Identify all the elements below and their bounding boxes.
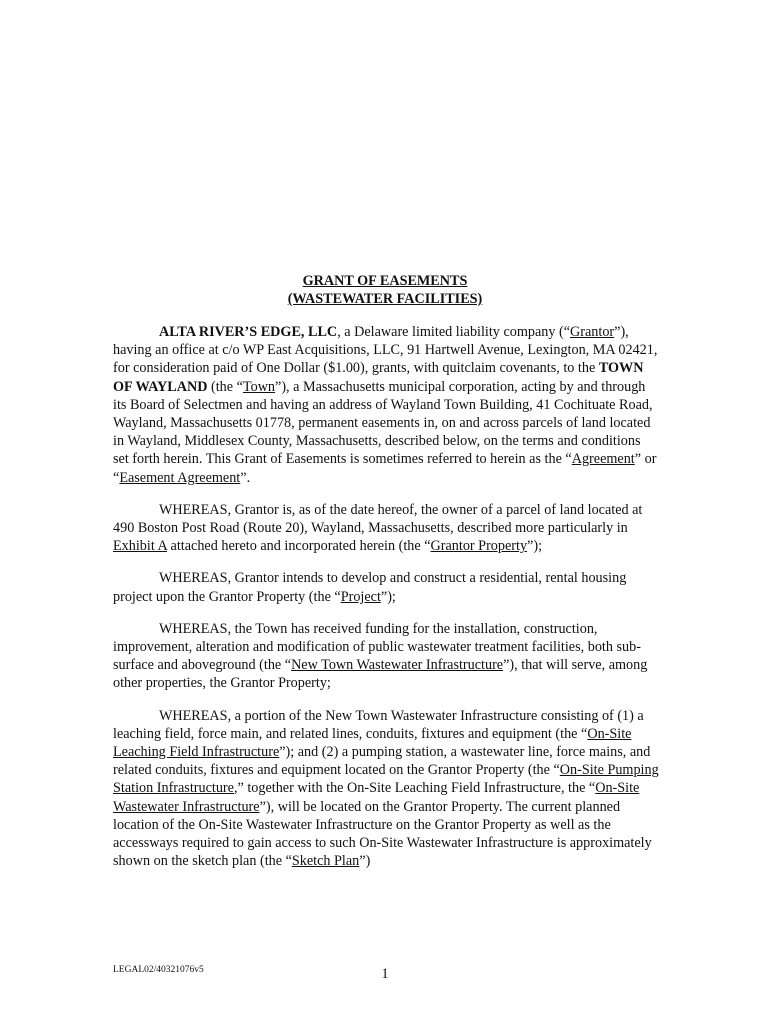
text-span: ”);	[380, 588, 396, 605]
footer-document-id: LEGAL02/40321076v5	[113, 965, 204, 975]
defined-term-easement-agreement: Easement Agreement	[119, 469, 241, 486]
paragraph-whereas-owner	[113, 501, 659, 556]
paragraph-whereas-funding	[113, 620, 659, 693]
defined-term-town: Town	[242, 378, 276, 395]
text-span: ”);	[527, 538, 543, 555]
text-span: ” or “	[113, 451, 657, 486]
defined-term-pumping-station: On-Site Pumping Station Infrastructure	[113, 762, 659, 797]
town-name: TOWN OF WAYLAND	[113, 360, 644, 395]
title-line-2: (WASTEWATER FACILITIES)	[287, 291, 483, 307]
paragraph-grant	[113, 323, 659, 487]
defined-term-project: Project	[340, 588, 381, 605]
text-span: ”), that will serve, among other properties, the Grantor Property;	[113, 657, 648, 692]
defined-term-onsite-infrastructure: On-Site Wastewater Infrastructure	[113, 780, 640, 815]
text-span: ”)	[359, 853, 371, 870]
defined-term-grantor-property: Grantor Property	[430, 538, 528, 555]
text-span: ,” together with the On-Site Leaching Field Infrastructure, the “	[233, 780, 596, 797]
text-span: attached hereto and incorporated herein (the “	[167, 538, 431, 555]
text-span: WHEREAS, a portion of the New Town Wastewater Infrastructure consisting of (1) a leaching field, force main, and related lines, conduits, fixtures and equipment (the “	[113, 707, 644, 742]
text-span: ”); and (2) a pumping station, a wastewater line, force mains, and related conduits, fixtures and equipment located on the Grantor Property (the “	[113, 744, 651, 779]
defined-term-sketch-plan: Sketch Plan	[291, 853, 360, 870]
paragraph-whereas-project	[113, 569, 659, 605]
exhibit-reference: Exhibit A	[113, 538, 167, 555]
text-span: WHEREAS, the Town has received funding for the installation, construction, improvement, alteration and modification of public wastewater treatment facilities, both sub-surface and aboveground (the “	[113, 620, 641, 674]
grantor-name: ALTA RIVER’S EDGE, LLC	[159, 324, 338, 340]
document-body	[113, 323, 659, 884]
page-number: 1	[381, 966, 389, 982]
paragraph-whereas-onsite	[113, 707, 659, 871]
defined-term-agreement: Agreement	[571, 451, 635, 468]
defined-term-new-town-infrastructure: New Town Wastewater Infrastructure	[291, 657, 504, 674]
defined-term-grantor: Grantor	[570, 324, 615, 340]
text-span: ”), will be located on the Grantor Property. The current planned location of the On-Site Wastewater Infrastructure on the Grantor Property as well as the accessways required to gain access to such On-Site Wastewater Infrastructure is approximately shown on the sketch plan (the “	[113, 798, 652, 870]
defined-term-leaching-field: On-Site Leaching Field Infrastructure	[113, 725, 632, 761]
text-span: WHEREAS, Grantor intends to develop and construct a residential, rental housing project upon the Grantor Property (the “	[113, 570, 627, 605]
text-span: ”), having an office at c/o WP East Acquisitions, LLC, 91 Hartwell Avenue, Lexington, MA 02421, for consideration paid of One Dollar ($1.00), grants, with quitclaim covenants, to the	[113, 324, 658, 377]
text-span: ”.	[240, 469, 251, 486]
text-span: WHEREAS, Grantor is, as of the date hereof, the owner of a parcel of land located at 490 Boston Post Road (Route 20), Wayland, Massachusetts, described more particularly in	[113, 501, 643, 537]
text-span: , a Delaware limited liability company (“	[337, 324, 571, 340]
text-span: ”), a Massachusetts municipal corporation, acting by and through its Board of Selectmen and having an address of Wayland Town Building, 41 Cochituate Road, Wayland, Massachusetts 01778, permanent easements in, on and across parcels of land located in Wayland, Middlesex County, Massachusetts, described below, on the terms and conditions set forth herein. This Grant of Easements is sometimes referred to herein as the “	[113, 378, 653, 468]
title-line-1: GRANT OF EASEMENTS	[302, 273, 468, 289]
text-span: (the “	[207, 378, 243, 395]
document-title	[0, 272, 770, 308]
